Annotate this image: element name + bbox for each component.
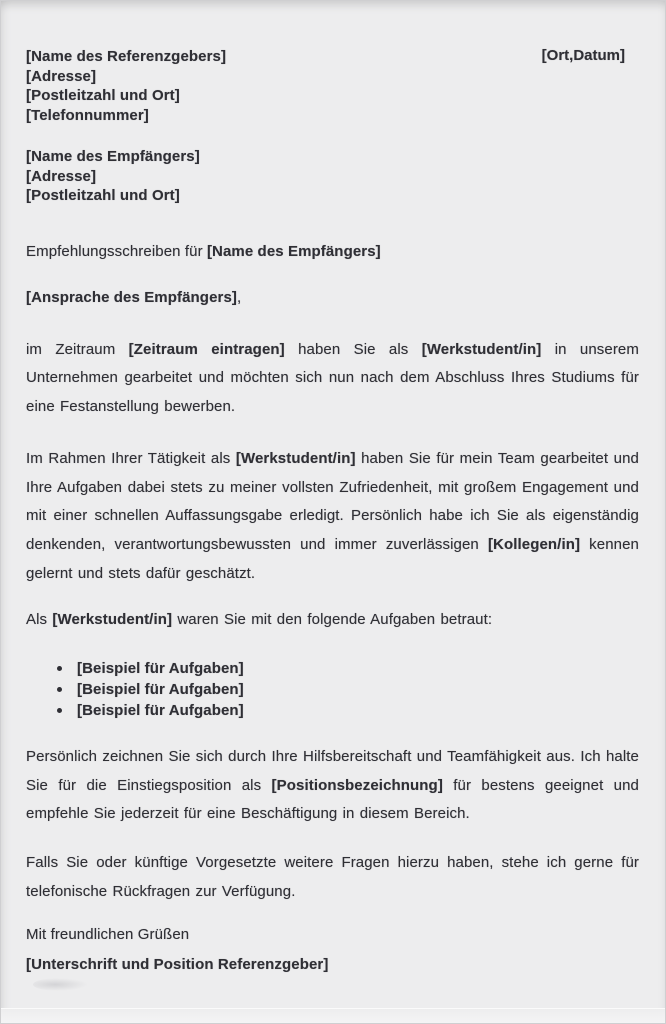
sender-block — [26, 47, 226, 125]
recipient-block — [26, 147, 639, 206]
bullet-icon — [57, 666, 62, 671]
sender-phone: [Telefonnummer] — [26, 106, 149, 124]
paragraph-contact: Falls Sie oder künftige Vorgesetzte weitere Fragen hierzu haben, stehe ich gerne für telefonische Rückfragen zur Verfügung. — [26, 854, 639, 900]
sender-zip-city: [Postleitzahl und Ort] — [26, 87, 180, 104]
signature-line: [Unterschrift und Position Referenzgeber] — [26, 956, 329, 974]
place-date: [Ort,Datum] — [541, 47, 625, 64]
recipient-address: [Adresse] — [26, 167, 97, 185]
paragraph-intro: im Zeitraum [Zeitraum eintragen] haben Sie als [Werkstudent/in] in unserem Unternehmen gearbeitet und möchten sich nun nach dem Abschluss Ihres Studiums für eine Festanstellung bewerben. — [26, 340, 639, 415]
letterhead — [26, 47, 639, 125]
sender-name: [Name des Referenzgebers] — [26, 48, 227, 65]
scan-bottom-edge — [1, 1008, 665, 1023]
task-list — [26, 658, 639, 721]
paragraph-recommendation: Persönlich zeichnen Sie sich durch Ihre Hilfsbereitschaft und Teamfähigkeit aus. Ich halte Sie für die Einstiegsposition als [Positionsbezeichnung] für bestens geeignet und empfehle Sie jederzeit für eine Beschäftigung in diesem Bereich. — [26, 748, 639, 823]
recipient-zip-city: [Postleitzahl und Ort] — [26, 187, 180, 204]
bullet-icon — [57, 687, 62, 692]
scan-smudge — [33, 978, 88, 991]
task-item — [57, 700, 639, 721]
subject-line: Empfehlungsschreiben für [Name des Empfängers] — [26, 242, 381, 260]
paragraph-tasks-lead: Als [Werkstudent/in] waren Sie mit den folgende Aufgaben betraut: — [26, 611, 493, 629]
salutation: [Ansprache des Empfängers], — [26, 288, 242, 306]
task-item-label: [Beispiel für Aufgaben] — [77, 660, 244, 678]
task-item — [57, 658, 639, 679]
task-item-label: [Beispiel für Aufgaben] — [77, 681, 244, 699]
task-item — [57, 679, 639, 700]
sender-address: [Adresse] — [26, 67, 97, 85]
paragraph-performance: Im Rahmen Ihrer Tätigkeit als [Werkstudent/in] haben Sie für mein Team gearbeitet und Ihre Aufgaben dabei stets zu meiner vollsten Zufriedenheit, mit großem Engagement und mit einer schnellen Auffassungsgabe erledigt. Persönlich habe ich Sie als eigenständig denkenden, verantwortungsbewussten und immer zuverlässigen [Kollegen/in] kennen gelernt und stets dafür geschätzt. — [26, 450, 639, 582]
recipient-name: [Name des Empfängers] — [26, 148, 200, 165]
closing-line: Mit freundlichen Grüßen — [26, 926, 190, 944]
bullet-icon — [57, 708, 62, 713]
task-item-label: [Beispiel für Aufgaben] — [77, 702, 244, 720]
